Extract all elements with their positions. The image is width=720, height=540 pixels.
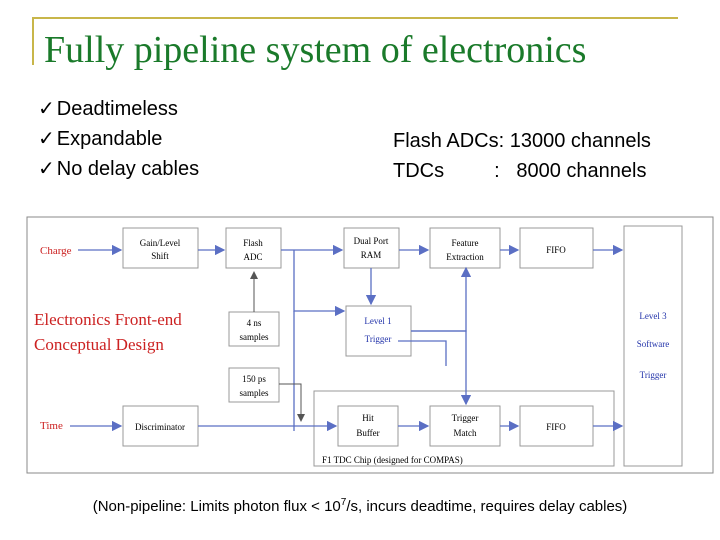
bullet-text: No delay cables: [56, 158, 200, 180]
flash-adc-box: [226, 228, 281, 268]
bullet-text: Expandable: [56, 128, 163, 150]
bullet-item: [38, 94, 199, 124]
diagram-heading-line1: Electronics Front-end: [34, 310, 182, 329]
channel-stats: [393, 126, 651, 186]
gain-shift-label-1: Gain/Level: [139, 238, 181, 248]
level1-label-1: Level 1: [364, 316, 392, 326]
samples-4ns-label-1: 4 ns: [246, 318, 262, 328]
flash-adc-label-2: ADC: [243, 252, 263, 262]
bullet-text: Deadtimeless: [56, 98, 178, 120]
feature-label-1: Feature: [451, 238, 479, 248]
flash-adc-label-1: Flash: [243, 238, 263, 248]
level1-label-2: Trigger: [364, 334, 392, 344]
gain-shift-label-2: Shift: [151, 251, 169, 261]
dual-port-label-1: Dual Port: [353, 236, 389, 246]
electronics-block-diagram: [26, 216, 714, 474]
tdc-count: TDCs : 8000 channels: [393, 160, 647, 182]
slide-title: Fully pipeline system of electronics: [44, 29, 587, 71]
checkmark-icon: ✓: [38, 158, 55, 180]
trigger-match-label-1: Trigger: [451, 413, 479, 423]
dual-port-label-2: RAM: [360, 250, 382, 260]
charge-label: Charge: [40, 245, 72, 257]
level1-trigger-box: [346, 306, 411, 356]
flash-adc-count: Flash ADCs: 13000 channels: [393, 130, 651, 152]
samples-150ps-label-1: 150 ps: [242, 374, 266, 384]
footer-text-after: /s, incurs deadtime, requires delay cables): [346, 498, 628, 515]
samples-150ps-label-2: samples: [239, 388, 269, 398]
level3-label-2: Software: [636, 339, 670, 349]
level3-label-1: Level 3: [639, 311, 667, 321]
trigger-match-label-2: Match: [453, 428, 477, 438]
hit-buffer-box: [338, 406, 398, 446]
feature-extraction-box: [430, 228, 500, 268]
dual-port-ram-box: [344, 228, 399, 268]
time-label: Time: [40, 420, 63, 432]
title-frame-left: [32, 17, 34, 65]
checkmark-icon: ✓: [38, 98, 55, 120]
diagram-heading-line2: Conceptual Design: [34, 335, 164, 354]
f1-tdc-caption: F1 TDC Chip (designed for COMPAS): [322, 455, 463, 465]
title-frame-top: [32, 17, 678, 19]
discriminator-label: Discriminator: [135, 422, 185, 432]
checkmark-icon: ✓: [38, 128, 55, 150]
gain-shift-box: [123, 228, 198, 268]
footer-text-before: (Non-pipeline: Limits photon flux < 10: [92, 498, 341, 515]
fifo-bottom-label: FIFO: [546, 422, 566, 432]
footer-superscript: 7: [340, 497, 347, 508]
fifo-top-label: FIFO: [546, 245, 566, 255]
feature-label-2: Extraction: [446, 252, 484, 262]
hit-buffer-label-1: Hit: [362, 413, 374, 423]
feature-bullet-list: [38, 94, 199, 184]
footer-note: [0, 497, 720, 515]
level3-label-3: Trigger: [639, 370, 667, 380]
bullet-item: [38, 124, 199, 154]
bullet-item: [38, 154, 199, 184]
trigger-match-box: [430, 406, 500, 446]
hit-buffer-label-2: Buffer: [356, 428, 380, 438]
samples-4ns-label-2: samples: [239, 332, 269, 342]
